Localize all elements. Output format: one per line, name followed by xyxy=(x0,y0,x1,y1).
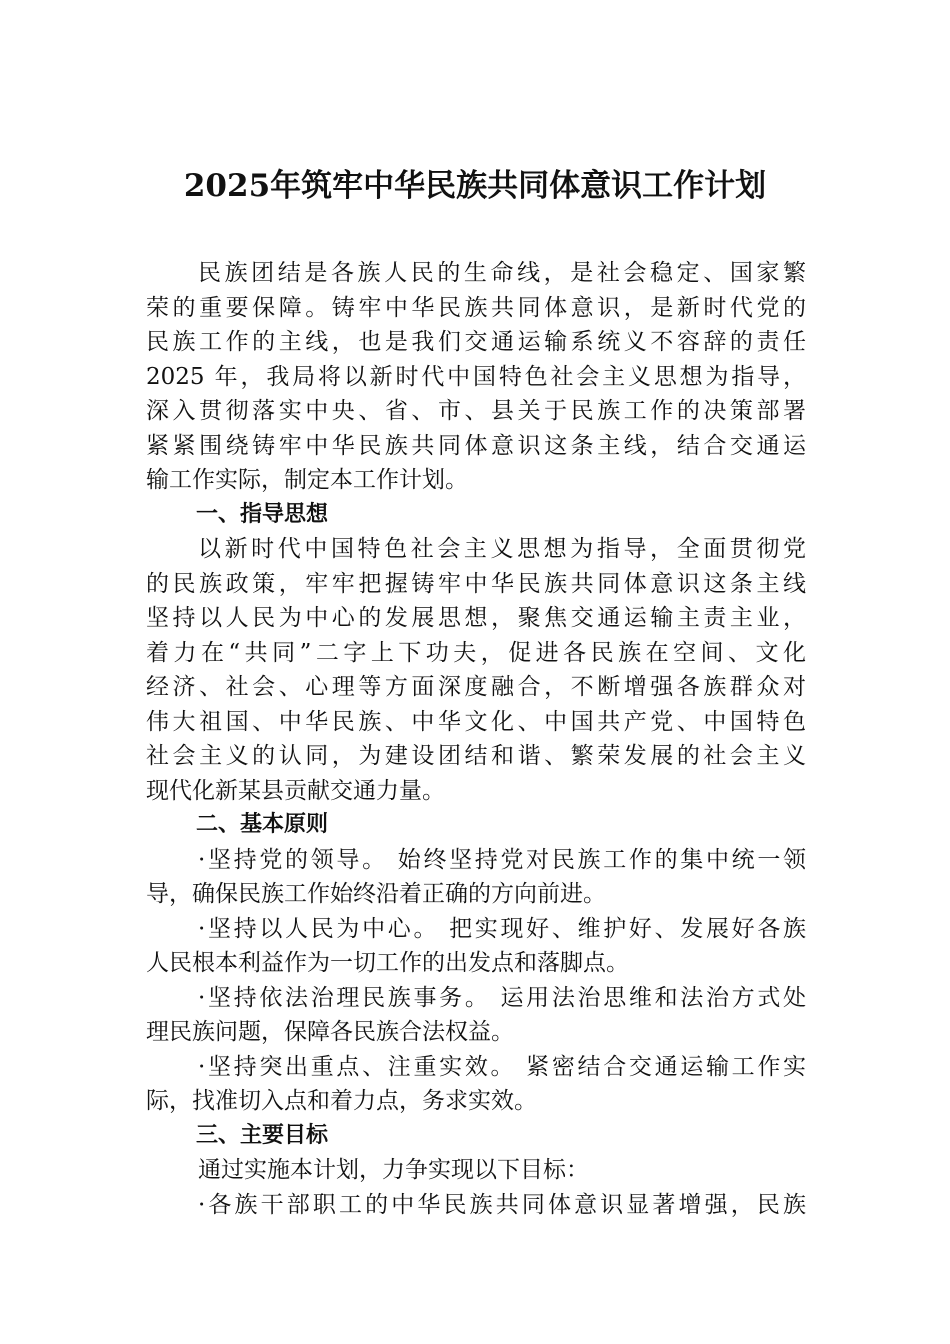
paragraph-line: 深入贯彻落实中央、省、市、县关于民族工作的决策部署 xyxy=(146,398,806,424)
paragraph-line: 输工作实际，制定本工作计划。 xyxy=(146,467,468,493)
paragraph-line: ·坚持党的领导。 始终坚持党对民族工作的集中统一领 xyxy=(198,846,806,873)
paragraph-line: 民族工作的主线，也是我们交通运输系统义不容辞的责任 xyxy=(146,329,806,355)
paragraph-line: 通过实施本计划，力争实现以下目标： xyxy=(198,1157,589,1183)
document-title: 2025年筑牢中华民族共同体意识工作计划 xyxy=(183,168,767,204)
paragraph-line: 伟大祖国、中华民族、中华文化、中国共产党、中国特色 xyxy=(146,708,806,735)
paragraph-line: 以新时代中国特色社会主义思想为指导，全面贯彻党 xyxy=(198,536,806,562)
paragraph-line: 2025 年，我局将以新时代中国特色社会主义思想为指导， xyxy=(146,363,806,390)
document-body xyxy=(146,256,806,1222)
paragraph-line: 理民族问题，保障各民族合法权益。 xyxy=(146,1019,514,1045)
paragraph-line: 的民族政策，牢牢把握铸牢中华民族共同体意识这条主线 xyxy=(146,570,806,597)
paragraph-line: ·各族干部职工的中华民族共同体意识显著增强，民族 xyxy=(198,1191,806,1218)
section-heading: 三、主要目标 xyxy=(196,1122,329,1148)
paragraph-line: 民族团结是各族人民的生命线，是社会稳定、国家繁 xyxy=(198,260,806,286)
section-heading: 二、基本原则 xyxy=(196,812,329,837)
paragraph-line: ·坚持以人民为中心。 把实现好、维护好、发展好各族 xyxy=(198,915,806,942)
paragraph-line: 现代化新某县贡献交通力量。 xyxy=(146,777,445,804)
paragraph-line: 紧紧围绕铸牢中华民族共同体意识这条主线，结合交通运 xyxy=(146,432,806,459)
paragraph-line: 人民根本利益作为一切工作的出发点和落脚点。 xyxy=(146,950,629,976)
paragraph-line: 际，找准切入点和着力点，务求实效。 xyxy=(146,1088,537,1114)
paragraph-line: ·坚持依法治理民族事务。 运用法治思维和法治方式处 xyxy=(198,984,806,1011)
paragraph-line: 导，确保民族工作始终沿着正确的方向前进。 xyxy=(146,881,606,907)
paragraph-line: 经济、社会、心理等方面深度融合，不断增强各族群众对 xyxy=(146,674,806,700)
paragraph-line: 着力在“共同”二字上下功夫，促进各民族在空间、文化 xyxy=(146,639,806,666)
paragraph-line: 荣的重要保障。铸牢中华民族共同体意识，是新时代党的 xyxy=(146,294,806,321)
paragraph-line: 社会主义的认同，为建设团结和谐、繁荣发展的社会主义 xyxy=(146,743,806,769)
paragraph-line: ·坚持突出重点、注重实效。 紧密结合交通运输工作实 xyxy=(198,1053,806,1080)
paragraph-line: 坚持以人民为中心的发展思想，聚焦交通运输主责主业， xyxy=(146,605,806,631)
section-heading: 一、指导思想 xyxy=(196,501,329,527)
